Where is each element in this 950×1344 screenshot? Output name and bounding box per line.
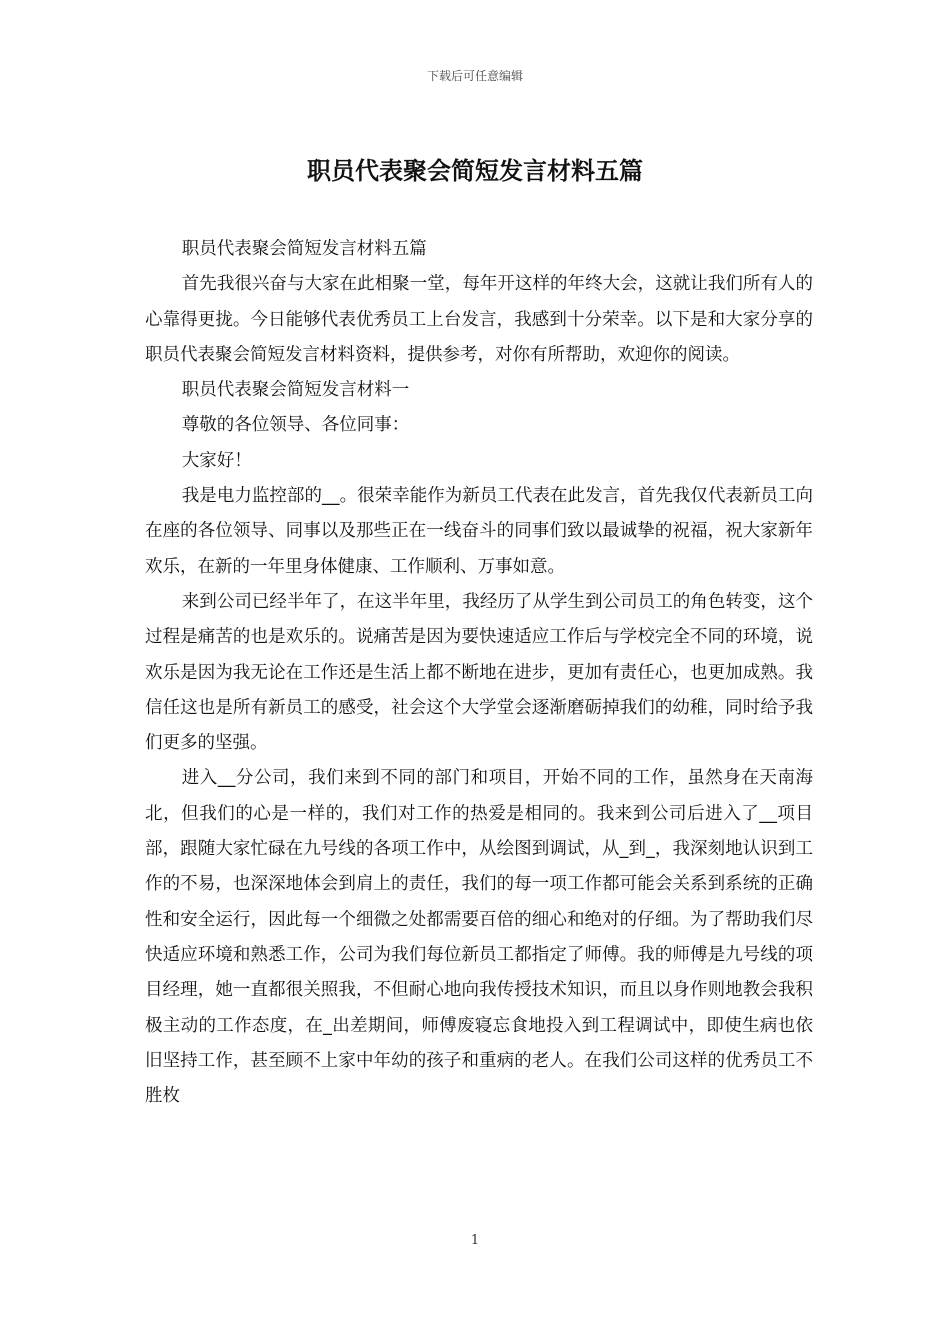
header-note: 下载后可任意编辑 [426,69,523,83]
document-body [145,232,813,1114]
greeting-paragraph: 大家好！ [181,450,252,471]
section-heading: 职员代表聚会简短发言材料一 [181,380,410,401]
salutation-paragraph: 尊敬的各位领导、各位同事： [181,415,410,436]
subtitle-paragraph: 职员代表聚会简短发言材料五篇 [181,239,427,259]
intro-paragraph: 首先我很兴奋与大家在此相聚一堂，每年开这样的年终大会，这就让我们所有人的心靠得更拢。今日能够代表优秀员工上台发言，我感到十分荣幸。以下是和大家分享的职员代表聚会简短发言材料资料，提供参考，对你有所帮助，欢迎你的阅读。 [145,274,813,365]
body-paragraph: 来到公司已经半年了，在这半年里，我经历了从学生到公司员工的角色转变，这个过程是痛苦的也是欢乐的。说痛苦是因为要快速适应工作后与学校完全不同的环境，说欢乐是因为我无论在工作还是生活上都不断地在进步，更加有责任心，也更加成熟。我信任这也是所有新员工的感受，社会这个大学堂会逐渐磨砺掉我们的幼稚，同时给予我们更多的坚强。 [145,591,813,754]
body-paragraph: 进入__分公司，我们来到不同的部门和项目，开始不同的工作，虽然身在天南海北，但我们的心是一样的，我们对工作的热爱是相同的。我来到公司后进入了__项目部，跟随大家忙碌在九号线的各项工作中，从绘图到调试，从_到_，我深刻地认识到工作的不易，也深深地体会到肩上的责任，我们的每一项工作都可能会关系到系统的正确性和安全运行，因此每一个细微之处都需要百倍的细心和绝对的仔细。为了帮助我们尽快适应环境和熟悉工作，公司为我们每位新员工都指定了师傅。我的师傅是九号线的项目经理，她一直都很关照我，不但耐心地向我传授技术知识，而且以身作则地教会我积极主动的工作态度，在_出差期间，师傅废寝忘食地投入到工程调试中，即使生病也依旧坚持工作，甚至顾不上家中年幼的孩子和重病的老人。在我们公司这样的优秀员工不胜枚 [145,768,813,1107]
page-number: 1 [470,1233,480,1248]
body-paragraph: 我是电力监控部的__。很荣幸能作为新员工代表在此发言，首先我仅代表新员工向在座的各位领导、同事以及那些正在一线奋斗的同事们致以最诚挚的祝福，祝大家新年欢乐，在新的一年里身体健康、工作顺利、万事如意。 [145,486,813,577]
document-title: 职员代表聚会简短发言材料五篇 [307,157,643,185]
